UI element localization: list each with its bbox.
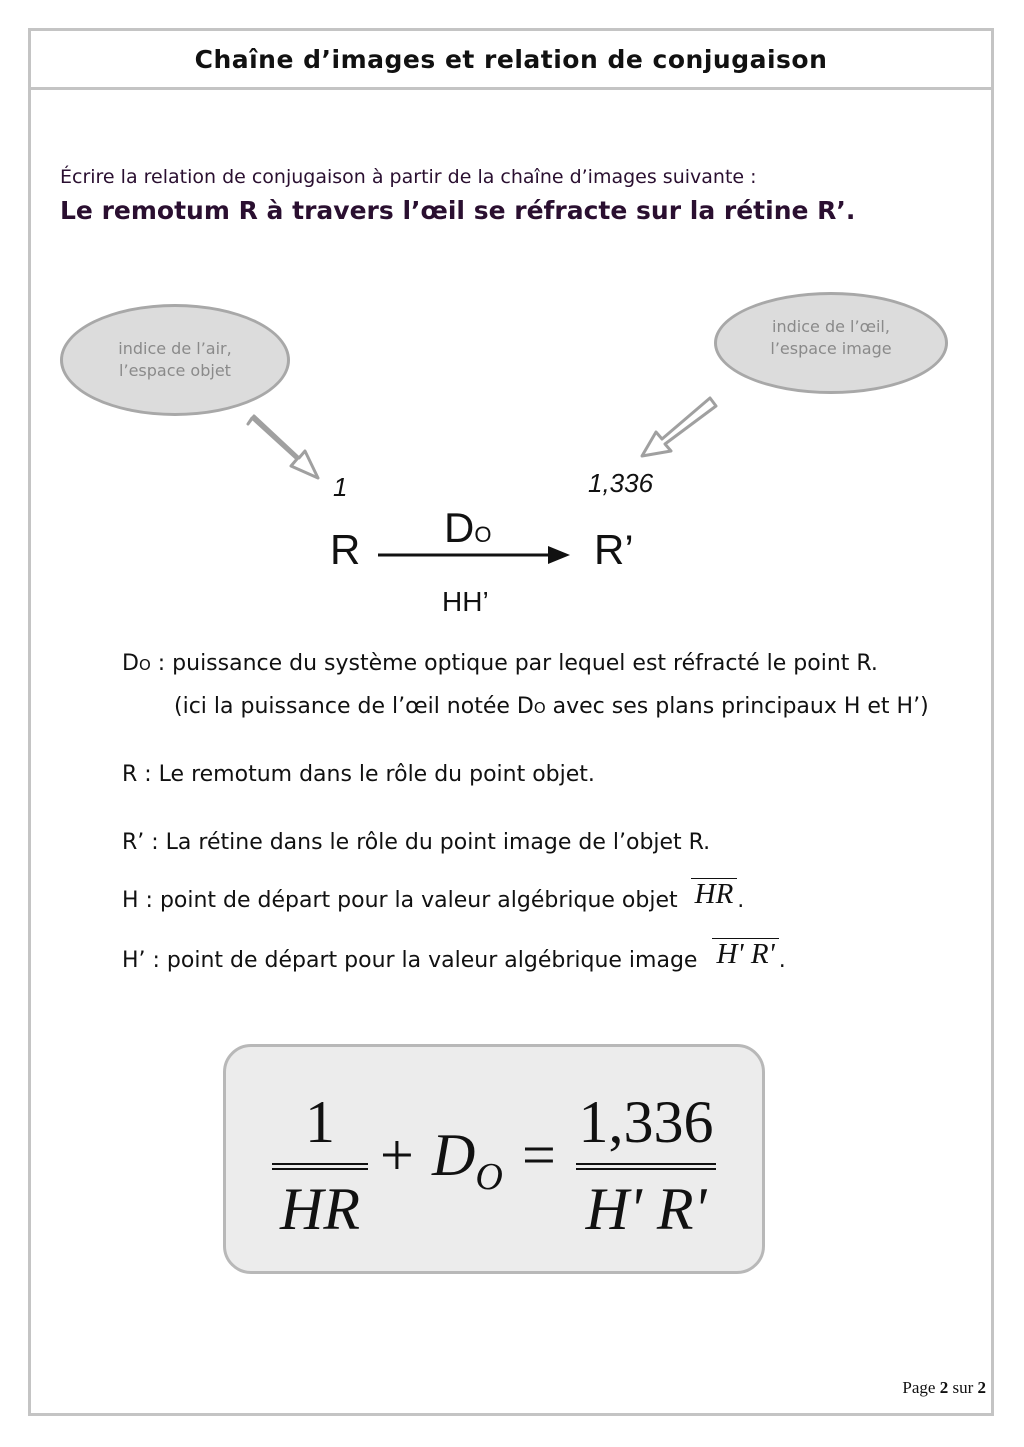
diagram-arrows (0, 0, 1024, 700)
definition-d-text: : puissance du système optique par lequel est réfracté le point R. (150, 651, 878, 676)
principal-planes: HH’ (442, 586, 489, 617)
definition-h-end: . (737, 888, 745, 913)
power-sub: O (474, 522, 492, 547)
definition-d (122, 651, 878, 676)
definition-h-text: H : point de départ pour la valeur algébrique objet (122, 888, 678, 913)
definition-hp (122, 938, 786, 973)
definition-hp-text: H’ : point de départ pour la valeur algébrique image (122, 948, 698, 973)
object-bubble-line2: l’espace objet (119, 361, 231, 380)
formula-d: D (432, 1122, 476, 1188)
vector-hr: HR (691, 878, 738, 909)
left-pointer-arrow-icon (248, 416, 318, 478)
plus-sign: + (380, 1122, 414, 1188)
definition-d-parenthesis (174, 694, 929, 719)
left-fraction-bar (272, 1163, 368, 1170)
page-current: 2 (939, 1378, 949, 1397)
left-numerator: 1 (305, 1089, 335, 1155)
vector-hprp: H' R' (712, 938, 778, 969)
right-fraction-bar (576, 1163, 716, 1170)
conjugation-formula-box (223, 1044, 765, 1274)
left-fraction (272, 1087, 368, 1244)
formula-power (432, 1121, 503, 1198)
right-pointer-arrow-icon (642, 398, 716, 456)
definition-d-main: D (122, 651, 139, 676)
image-bubble-line2: l’espace image (770, 339, 892, 358)
right-fraction (576, 1087, 716, 1244)
right-denominator: H' R' (585, 1176, 707, 1242)
right-numerator: 1,336 (578, 1089, 714, 1155)
definition-paren-sub: O (533, 699, 546, 717)
definition-rp: R’ : La rétine dans le rôle du point image de l’objet R. (122, 830, 711, 855)
definition-paren-end: avec ses plans principaux H et H’) (545, 694, 929, 719)
chain-sentence: Le remotum R à travers l’œil se réfracte sur la rétine R’. (60, 196, 856, 225)
formula-d-sub: O (475, 1156, 503, 1198)
definition-r: R : Le remotum dans le rôle du point objet. (122, 762, 595, 787)
power-main: D (444, 504, 475, 551)
page-number (902, 1378, 986, 1398)
page-prefix: Page (902, 1378, 940, 1397)
power-label (444, 504, 491, 552)
definition-d-sub: O (138, 656, 151, 674)
definition-paren-start: (ici la puissance de l’œil notée D (174, 694, 534, 719)
image-point: R’ (594, 526, 634, 573)
image-index: 1,336 (588, 468, 654, 498)
instruction-text: Écrire la relation de conjugaison à partir de la chaîne d’images suivante : (60, 166, 757, 188)
page-total: 2 (977, 1378, 986, 1397)
equals-sign: = (522, 1122, 556, 1188)
page-middle: sur (948, 1378, 978, 1397)
definition-h (122, 878, 744, 913)
object-point: R (330, 526, 361, 573)
image-bubble-line1: indice de l’œil, (772, 317, 890, 336)
object-bubble-line1: indice de l’air, (118, 339, 232, 358)
left-denominator: HR (280, 1176, 360, 1242)
page-title: Chaîne d’images et relation de conjugaison (31, 31, 991, 90)
definition-hp-end: . (778, 948, 786, 973)
object-index: 1 (333, 472, 348, 502)
